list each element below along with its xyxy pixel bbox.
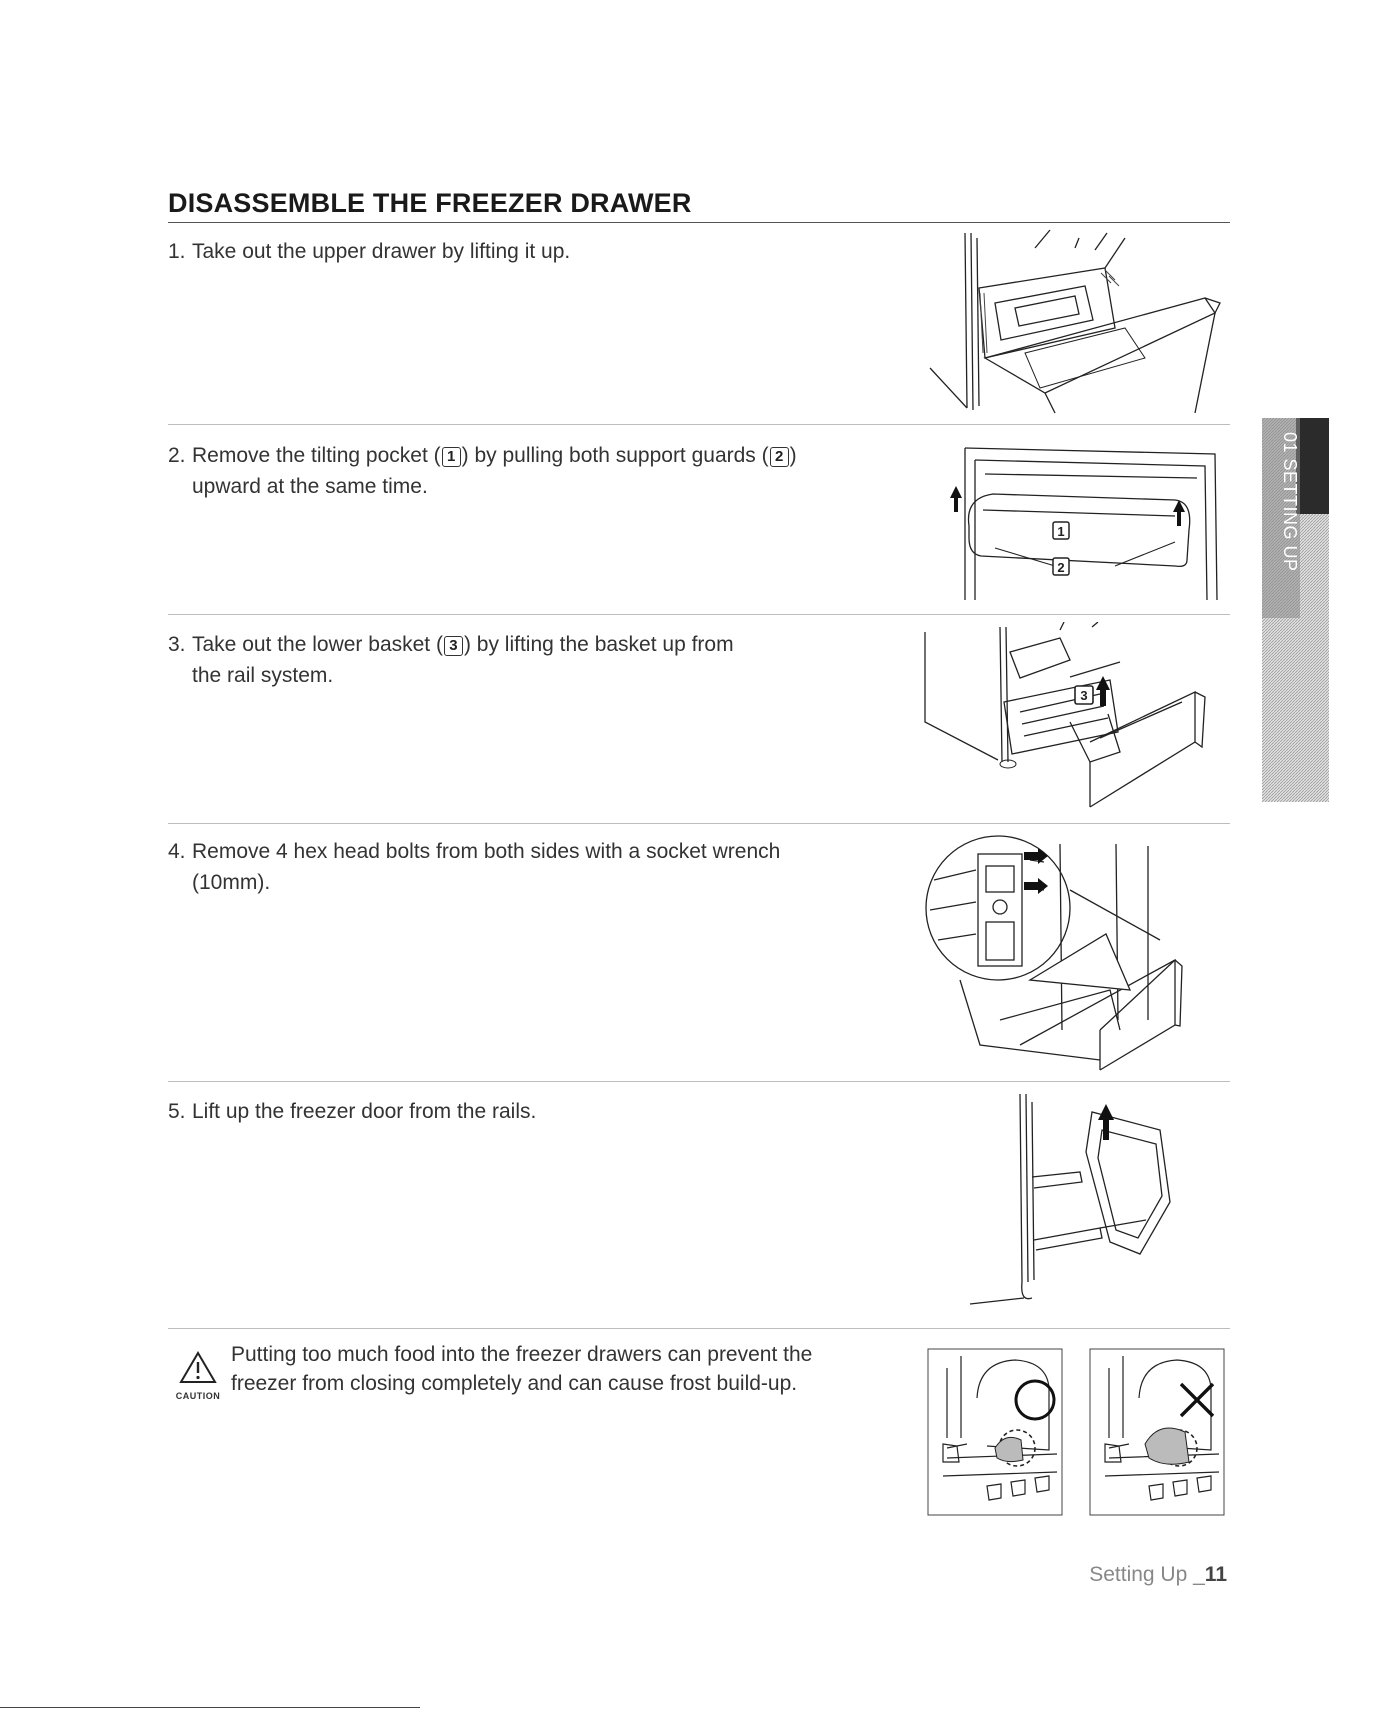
step-2-number: 2. xyxy=(168,444,186,467)
divider-2 xyxy=(168,614,1230,615)
step-3-number: 3. xyxy=(168,633,186,656)
illustration-lower-basket xyxy=(920,622,1220,812)
step-2-text-c: ) xyxy=(789,444,797,467)
step-3-text-a: Take out the lower basket ( xyxy=(192,633,443,656)
footer-section: Setting Up _ xyxy=(1089,1563,1205,1586)
step-1-number: 1. xyxy=(168,240,186,263)
step-2-text-a: Remove the tilting pocket ( xyxy=(192,444,441,467)
step-5-text: Lift up the freezer door from the rails. xyxy=(192,1100,537,1123)
illustration-freezer-door xyxy=(960,1092,1190,1312)
callout-3-badge: 3 xyxy=(444,636,463,656)
caution-triangle-icon xyxy=(168,1350,228,1386)
step-1 xyxy=(168,236,570,267)
page-footer xyxy=(1089,1563,1227,1587)
step-3-line2: the rail system. xyxy=(192,664,334,687)
callout-3-label: 3 xyxy=(1080,688,1088,703)
step-2-line2: upward at the same time. xyxy=(192,475,428,498)
step-5 xyxy=(168,1096,536,1127)
divider-4 xyxy=(168,1081,1230,1082)
divider-5 xyxy=(168,1328,1230,1329)
step-2-text-b: ) by pulling both support guards ( xyxy=(461,444,769,467)
illustration-hex-bolts xyxy=(920,830,1220,1075)
side-tab-label: 01 SETTING UP xyxy=(1280,432,1300,572)
bottom-edge-line xyxy=(0,1707,420,1708)
step-1-text: Take out the upper drawer by lifting it up. xyxy=(192,240,571,263)
illustration-tilting-pocket xyxy=(925,438,1225,603)
step-4-line2: (10mm). xyxy=(192,871,271,894)
page-title: DISASSEMBLE THE FREEZER DRAWER xyxy=(168,188,692,218)
caution-line-2: freezer from closing completely and can cause frost build-up. xyxy=(231,1372,798,1395)
caution-label: CAUTION xyxy=(175,1391,221,1401)
title-rule xyxy=(168,222,1230,223)
illustration-upper-drawer xyxy=(925,228,1225,418)
caution-text xyxy=(231,1340,812,1398)
step-5-number: 5. xyxy=(168,1100,186,1123)
step-4 xyxy=(168,836,780,898)
step-4-number: 4. xyxy=(168,840,186,863)
step-2 xyxy=(168,440,797,502)
step-3 xyxy=(168,629,734,691)
callout-2-label: 2 xyxy=(1057,560,1065,575)
caution-block xyxy=(168,1350,228,1401)
divider-1 xyxy=(168,424,1230,425)
divider-3 xyxy=(168,823,1230,824)
step-4-text: Remove 4 hex head bolts from both sides with a socket wrench xyxy=(192,840,781,863)
caution-line-1: Putting too much food into the freezer drawers can prevent the xyxy=(231,1343,813,1366)
page-number: 11 xyxy=(1204,1563,1227,1586)
illustration-correct-fill xyxy=(927,1348,1063,1516)
callout-2-badge: 2 xyxy=(770,447,789,467)
callout-1-label: 1 xyxy=(1057,524,1065,539)
callout-1-badge: 1 xyxy=(442,447,461,467)
illustration-overfilled xyxy=(1089,1348,1225,1516)
step-3-text-b: ) by lifting the basket up from xyxy=(463,633,734,656)
